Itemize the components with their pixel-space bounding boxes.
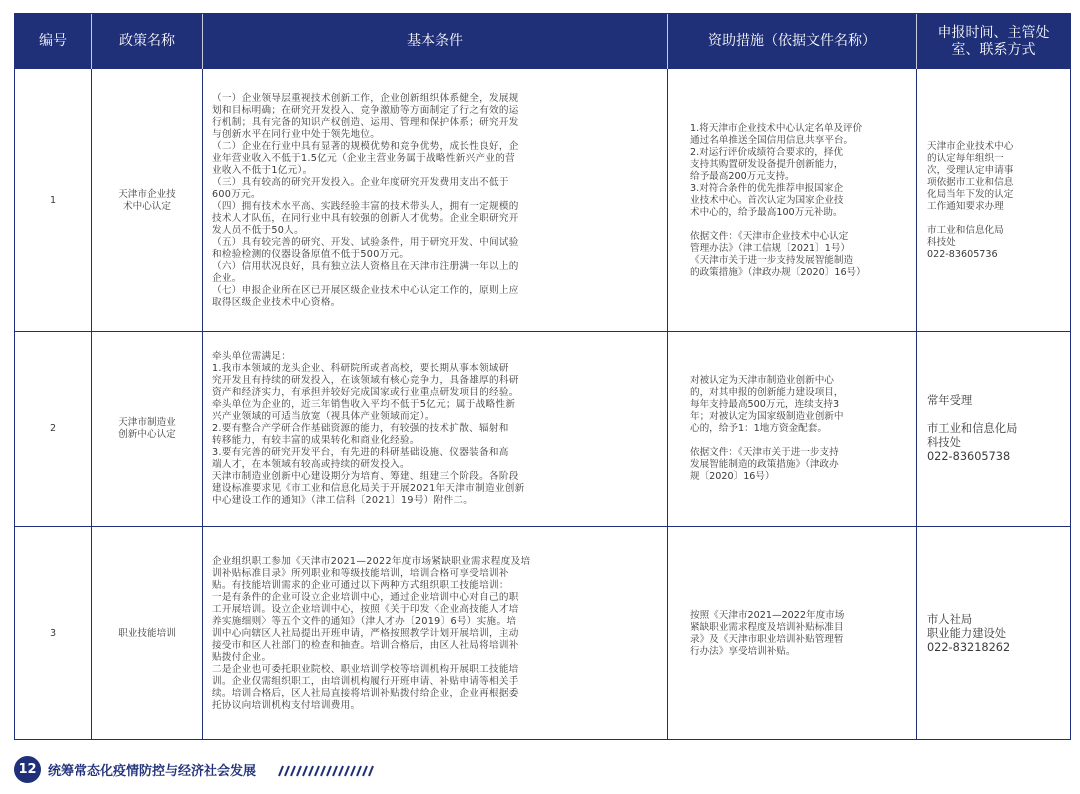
policy-table xyxy=(14,13,1071,740)
page-number: 12 xyxy=(14,756,41,783)
row-measures: 对被认定为天津市制造业创新中心 的，对其申报的创新能力建设项目， 每年支持最高500万元，连续支持3 年；对被认定为国家级制造业创新中 心的，给予1：1地方资金配套。 依据文件：《天津市关于进一步支持 发展智能制造的政策措施》（津政办 规〔2020〕16号） xyxy=(690,375,844,482)
row-measures: 1.将天津市企业技术中心认定名单及评价 通过名单推送全国信用信息共享平台。 2.对运行评价成绩符合要求的，择优 支持其购置研发设备提升创新能力， 给予最高200万元支持。 3.对符合条件的优先推荐申报国家企 业技术中心。首次认定为国家企业技 术中心的，给予最高100万元补助。 依据文件：《天津市企业技术中心认定 管理办法》（津工信规〔2021〕1号） 《天津市关于进一步支持发展智能制造 的政策措施》（津政办规〔2020〕16号） xyxy=(690,122,866,278)
row-policy-name: 天津市制造业 创新中心认定 xyxy=(118,417,176,440)
header-conditions: 基本条件 xyxy=(407,33,463,49)
row-contact: 常年受理 市工业和信息化局 科技处 022-83605738 xyxy=(927,394,1018,463)
row-number: 3 xyxy=(49,627,57,639)
row-policy-name: 天津市企业技 术中心认定 xyxy=(118,188,176,212)
header-policy-name: 政策名称 xyxy=(119,33,175,49)
row-conditions: （一）企业领导层重视技术创新工作，企业创新组织体系健全，发展规 划和目标明确；在研究开发投入、竞争激励等方面制定了行之有效的运 行机制；具有完备的知识产权创造、运用、管理和保护体系；研究开发 与创新水平在同行业中处于领先地位。 （二）企业在行业中具有显著的规模优势和竞争优势，成长性良好，企 业年营业收入不低于1.5亿元（企业主营业务属于战略性新兴产业的营 业收入不低于1亿元）。 （三）具有较高的研究开发投入。企业年度研究开发费用支出不低于 600万元。 （四）拥有技术水平高、实践经验丰富的技术带头人，拥有一定规模的 技术人才队伍，在同行业中具有较强的创新人才优势。企业全职研究开 发人员不低于50人。 （五）具有较完善的研究、开发、试验条件，用于研究开发、中间试验 和检验检测的仪器设备原值不低于500万元。 （六）信用状况良好，具有独立法人资格且在天津市注册满一年以上的 企业。 （七）申报企业所在区已开展区级企业技术中心认定工作的，原则上应 取得区级企业技术中心资格。 xyxy=(212,92,519,308)
row-policy-name: 职业技能培训 xyxy=(118,627,176,639)
row-conditions: 企业组织职工参加《天津市2021—2022年度市场紧缺职业需求程度及培 训补贴标准目录》所列职业和等级技能培训，培训合格可享受培训补 贴。有技能培训需求的企业可通过以下两种方式组织职工技能培训： 一是有条件的企业可设立企业培训中心，通过企业培训中心对自己的职 工开展培训。设立企业培训中心，按照《关于印发〈企业高技能人才培 养实施细则〉等五个文件的通知》（津人才办〔2019〕6号）实施。培 训中心向辖区人社局提出开班申请，严格按照教学计划开展培训，主动 接受市和区人社部门的检查和抽查。培训合格后，由区人社局将培训补 贴拨付企业。 二是企业也可委托职业院校、职业培训学校等培训机构开展职工技能培 训。企业仅需组织职工，由培训机构履行开班申请、补贴申请等相关手 续。培训合格后，区人社局直接将培训补贴拨付给企业，企业再根据委 托协议向培训机构支付培训费用。 xyxy=(212,555,531,711)
decorative-stripes-icon xyxy=(276,765,376,777)
row-measures: 按照《天津市2021—2022年度市场 紧缺职业需求程度及培训补贴标准目 录》及《天津市职业培训补贴管理暂 行办法》享受培训补贴。 xyxy=(690,609,845,657)
row-number: 2 xyxy=(49,423,57,434)
header-contact: 申报时间、主管处 室、联系方式 xyxy=(937,24,1050,58)
page-footer xyxy=(0,748,1080,794)
header-number: 编号 xyxy=(39,33,67,49)
row-conditions: 牵头单位需满足： 1.我市本领域的龙头企业、科研院所或者高校，要长期从事本领域研 究开发且有持续的研发投入，在该领域有核心竞争力，具备雄厚的科研 资产和经济实力，有承担并较好完成国家或行业重点研发项目的经验。 牵头单位为企业的，近三年销售收入平均不低于5亿元；属于战略性新 兴产业领域的可适当放宽（视具体产业领域而定）。 2.要有整合产学研合作基础资源的能力，有较强的技术扩散、辐射和 转移能力，有较丰富的成果转化和商业化经验。 3.要有完善的研究开发平台，有先进的科研基础设施、仪器装备和高 端人才，在本领域有较高或持续的研发投入。 天津市制造业创新中心建设期分为培育、筹建、组建三个阶段。各阶段 建设标准要求见《市工业和信息化局关于开展2021年天津市制造业创新 中心建设工作的通知》（津工信科〔2021〕19号）附件二。 xyxy=(212,351,525,506)
row-number: 1 xyxy=(49,194,57,206)
footer-title: 统筹常态化疫情防控与经济社会发展 xyxy=(48,764,257,779)
table-header xyxy=(15,14,1070,69)
header-measures: 资助措施（依据文件名称） xyxy=(708,33,876,49)
row-contact: 天津市企业技术中心 的认定每年组织一 次，受理认定申请事 项依据市工业和信息 化局当年下发的认定 工作通知要求办理 市工业和信息化局 科技处 022-83605736 xyxy=(927,140,1014,260)
row-contact: 市人社局 职业能力建设处 022-83218262 xyxy=(927,612,1011,654)
